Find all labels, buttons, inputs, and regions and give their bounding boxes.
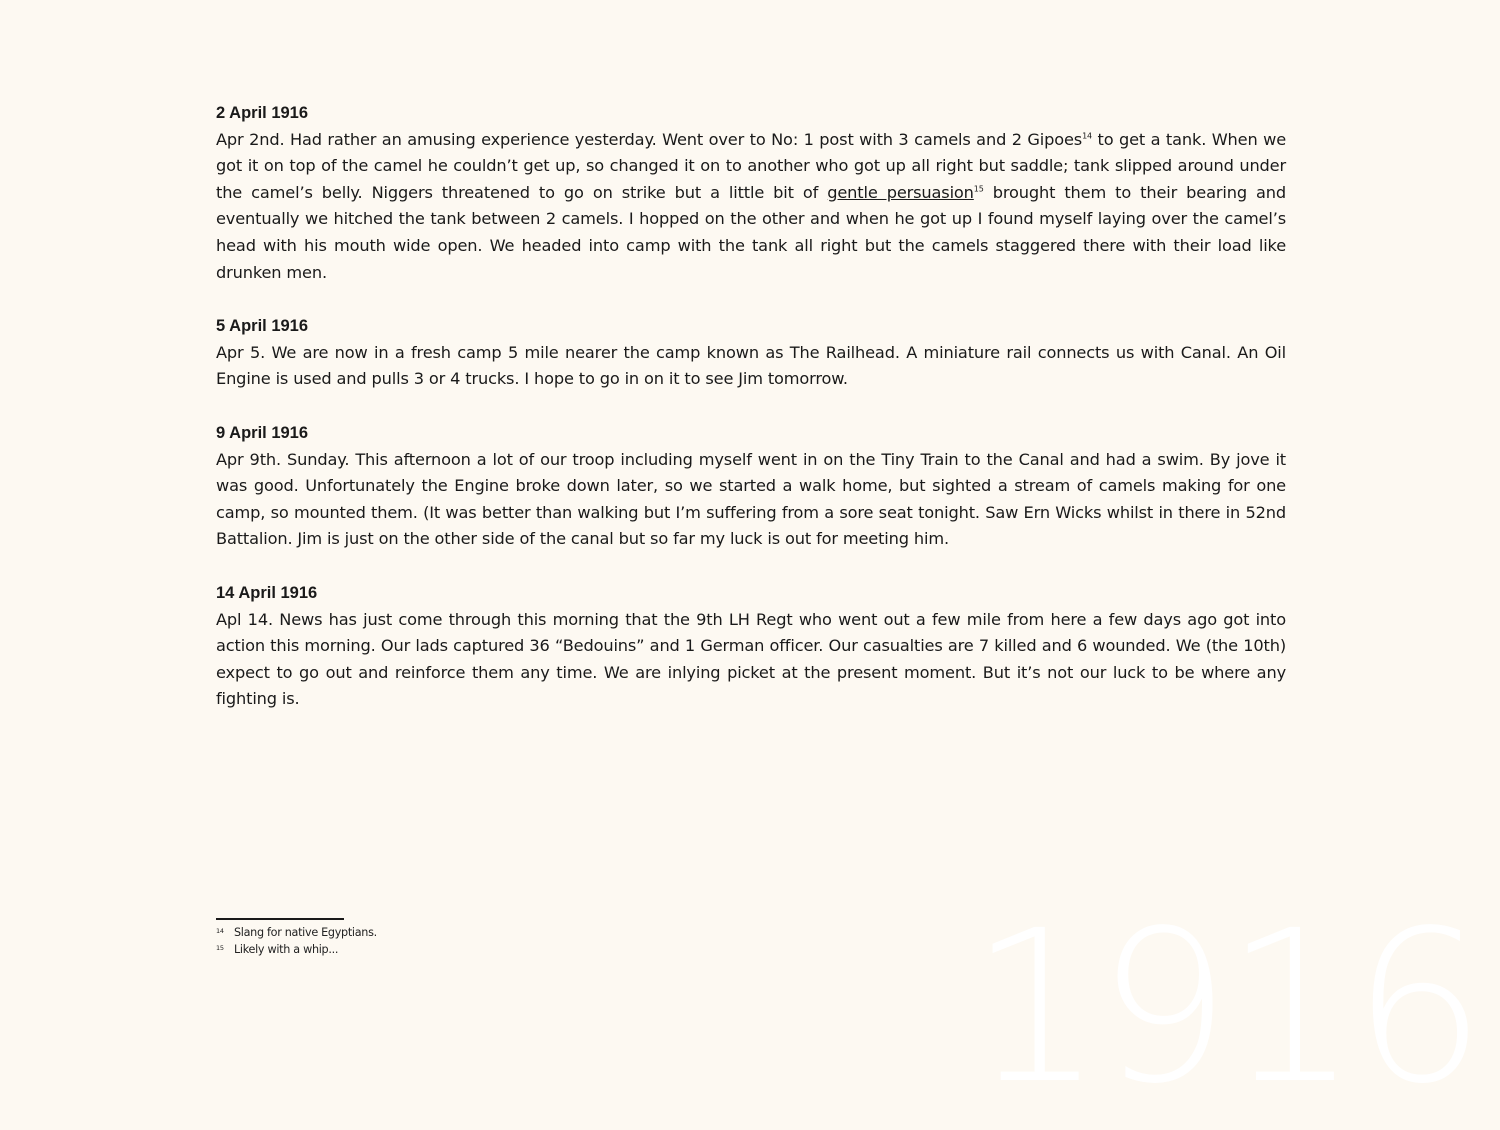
entry-text-segment: to get a tank. When we got it on top of the camel he couldn’t get up, so changed it on to another who got up all right but saddle; tank slipped around under the camel’s belly. Niggers threatened to go on strike but a little bit of [216, 129, 1287, 202]
footnote-number: 14 [216, 927, 224, 935]
entry-text: Apr 5. We are now in a fresh camp 5 mile nearer the camp known as The Railhead. A miniature rail connects us with Canal. An Oil Engine is used and pulls 3 or 4 trucks. I hope to go in on it to see Jim tomorrow. [216, 342, 1286, 389]
diary-entry [216, 100, 1286, 286]
diary-entry [216, 580, 1286, 713]
entry-date: 2 April 1916 [216, 104, 309, 122]
footnote [216, 941, 616, 958]
footnote-ref: 15 [973, 184, 984, 194]
footnote [216, 924, 616, 941]
diary-entries [216, 100, 1286, 740]
diary-entry [216, 420, 1286, 553]
footnotes [216, 918, 616, 958]
entry-text: Apl 14. News has just come through this morning that the 9th LH Regt who went out a few mile from here a few days ago got into action this morning. Our lads captured 36 “Bedouins” and 1 German officer. Our casualties are 7 killed and 6 wounded. We (the 10th) expect to go out and reinforce them any time. We are inlying picket at the present moment. But it’s not our luck to be where any fighting is. [216, 609, 1286, 709]
footnote-text: Slang for native Egyptians. [234, 926, 377, 939]
footnote-text: Likely with a whip... [234, 943, 339, 956]
entry-text [216, 127, 1286, 287]
entry-text-segment: brought them to their bearing and eventually we hitched the tank between 2 camels. I hopped on the other and when he got up I found myself laying over the camel’s head with his mouth wide open. We headed into camp with the tank all right but the camels staggered there with their load like drunken men. [216, 182, 1286, 282]
footnote-divider [216, 918, 344, 920]
entry-date: 9 April 1916 [216, 423, 309, 442]
footnote-number: 15 [216, 944, 224, 952]
entry-text: Apr 9th. Sunday. This afternoon a lot of our troop including myself went in on the Tiny Train to the Canal and had a swim. By jove it was good. Unfortunately the Engine broke down later, so we started a walk home, but sighted a stream of camels making for one camp, so mounted them. (It was better than walking but I’m suffering from a sore seat tonight. Saw Ern Wicks whilst in there in 52nd Battalion. Jim is just on the other side of the canal but so far my luck is out for meeting him. [216, 449, 1286, 549]
entry-date: 14 April 1916 [216, 583, 318, 602]
entry-date: 5 April 1916 [216, 317, 309, 336]
year-watermark: 1916 [969, 885, 1480, 1130]
footnote-ref: 14 [1082, 131, 1092, 141]
entry-text-segment: Apr 2nd. Had rather an amusing experience yesterday. Went over to No: 1 post with 3 camels and 2 Gipoes [216, 129, 1083, 149]
underlined-phrase: gentle persuasion [827, 182, 974, 202]
diary-entry [216, 313, 1286, 393]
